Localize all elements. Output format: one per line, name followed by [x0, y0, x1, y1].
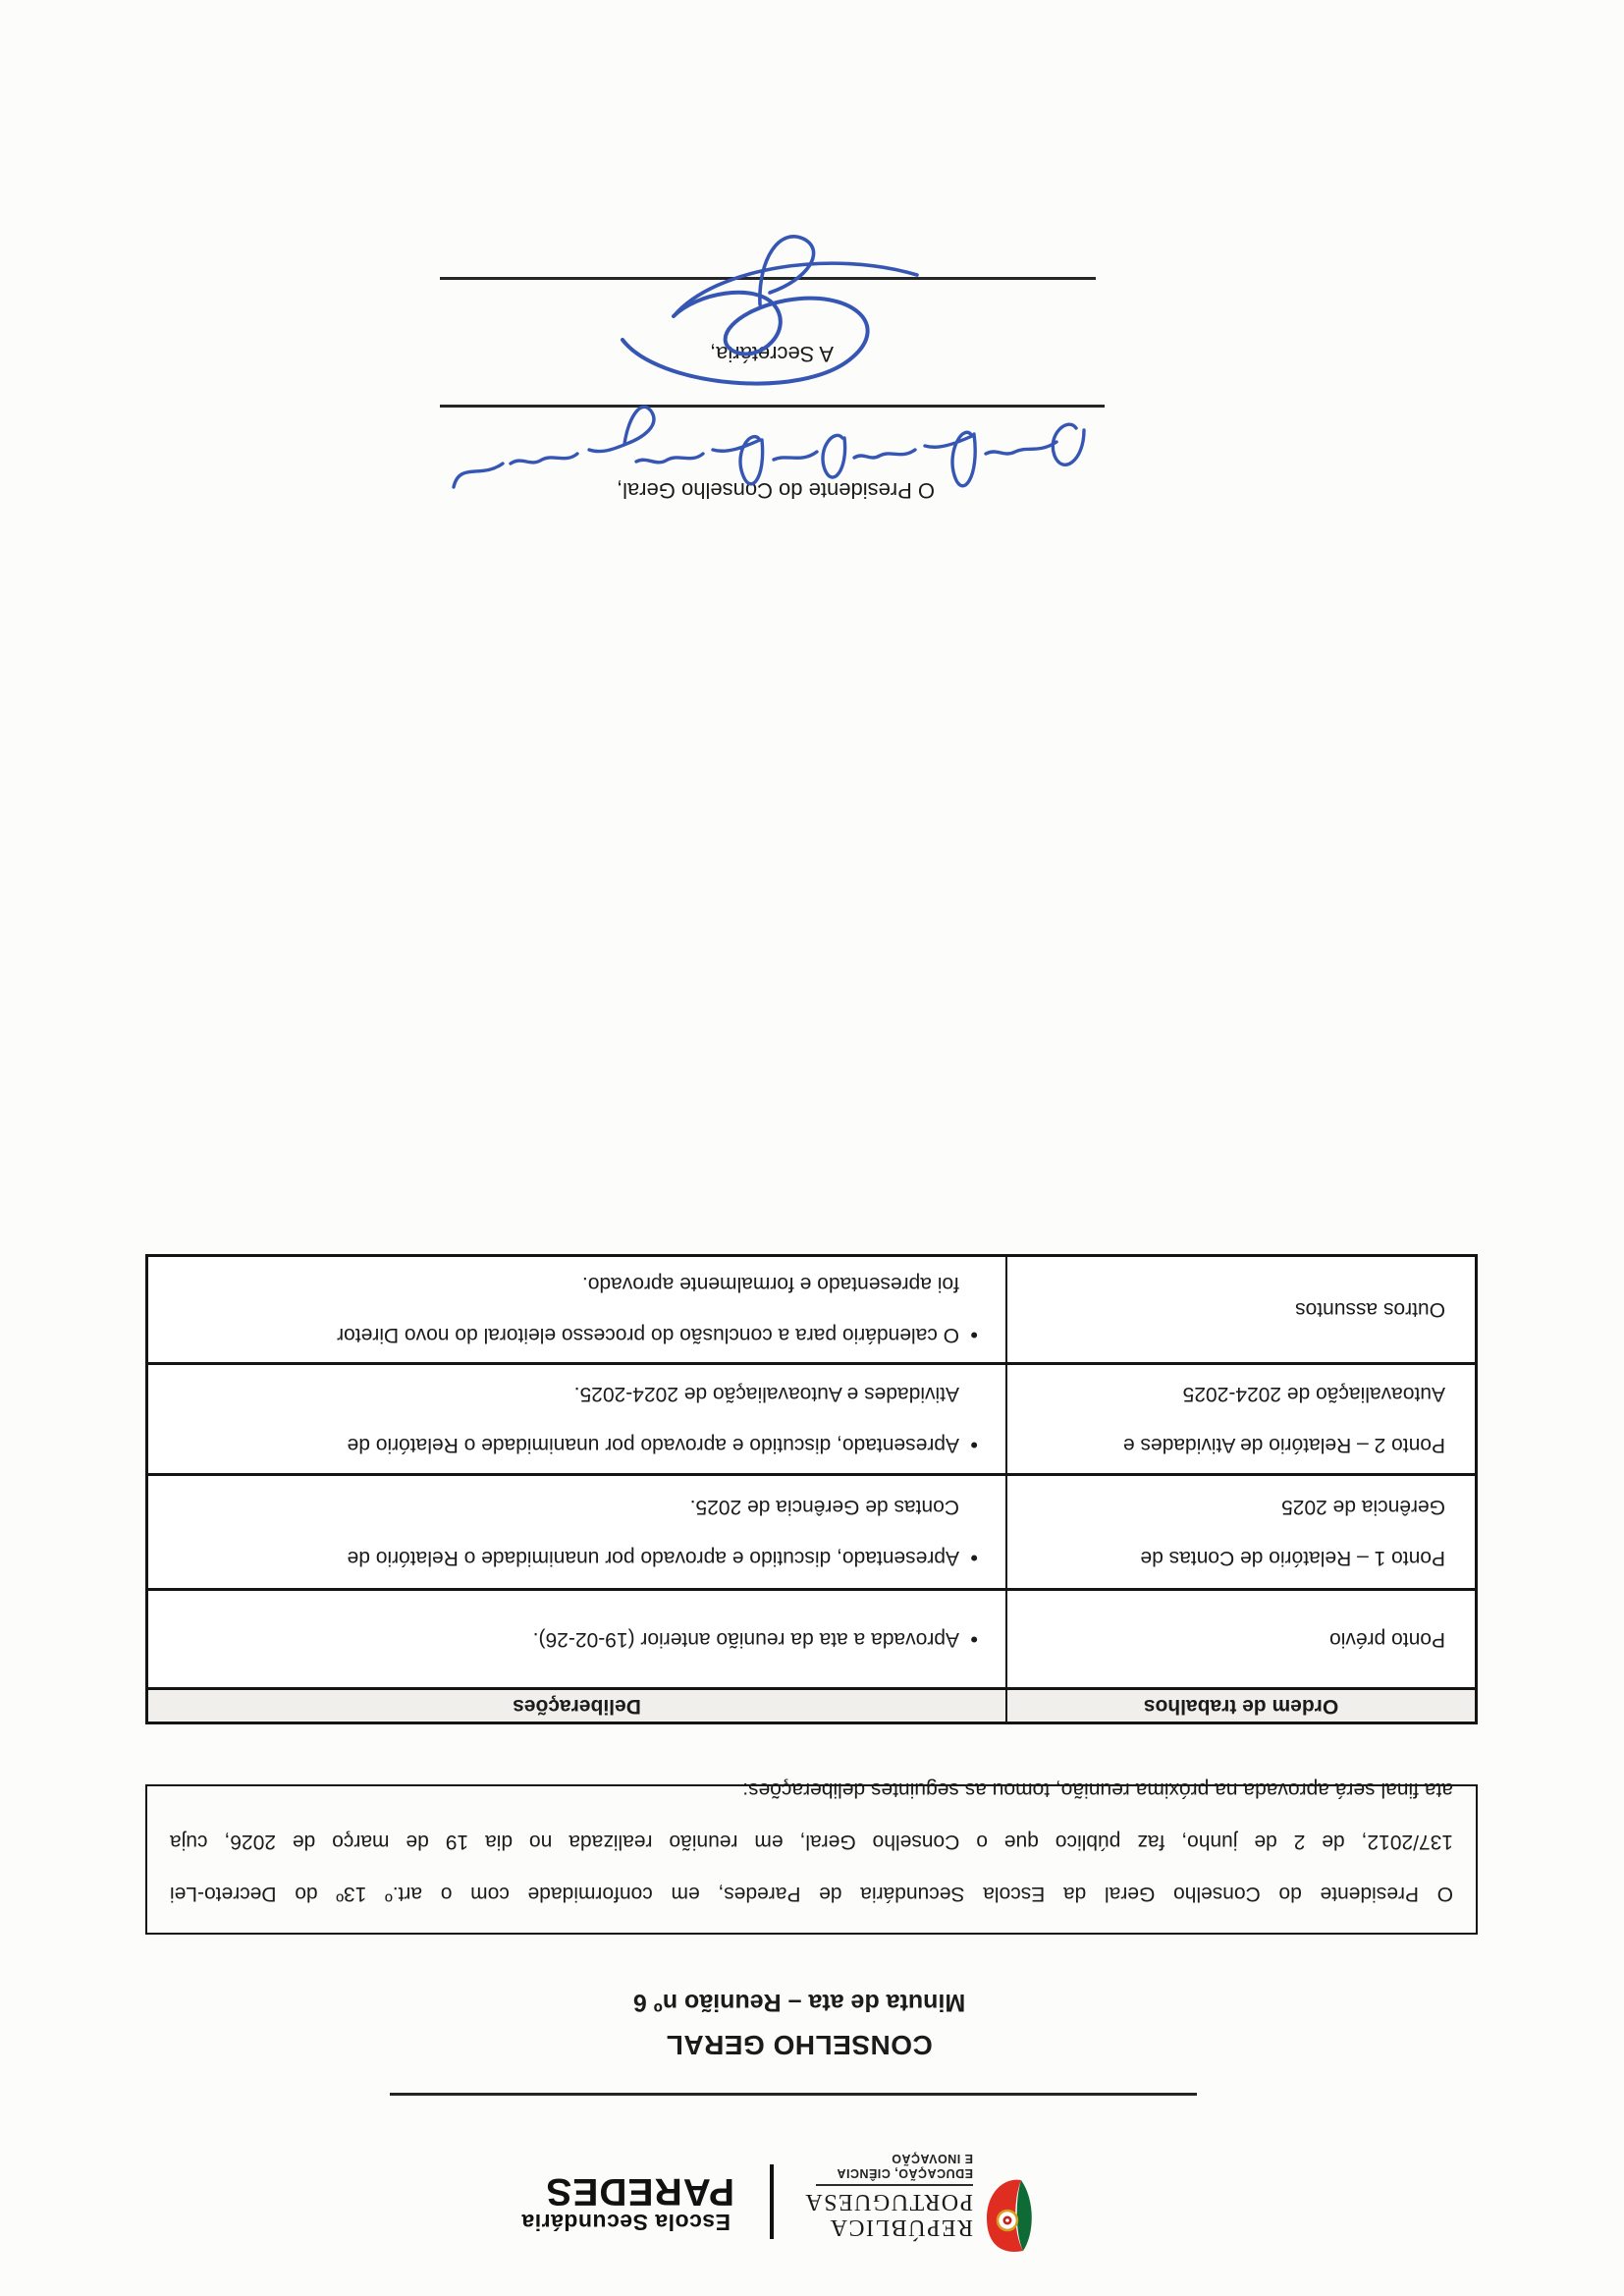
school-name-big: PAREDES	[545, 2170, 734, 2213]
table-row	[148, 1476, 1475, 1591]
secretary-signature	[556, 206, 1007, 403]
intro-line-2: 137/2012, de 2 de junho, faz público que o Conselho Geral, em reunião realizada no dia 19 de março de 2026, cuja	[170, 1831, 1453, 1853]
header-rule	[390, 2093, 1197, 2096]
republica-name-line2: PORTUGUESA	[803, 2189, 973, 2214]
intro-paragraph-box	[145, 1778, 1478, 1935]
logo-separator	[770, 2164, 774, 2239]
table-header-row	[148, 1690, 1475, 1722]
document-title: CONSELHO GERAL	[666, 2030, 933, 2060]
gov-dept-line1: EDUCAÇÃO, CIÊNCIA	[836, 2166, 973, 2180]
topic-text: Gerência de 2025	[1281, 1496, 1445, 1518]
secretary-label: A Secretária,	[710, 342, 834, 366]
table-row	[148, 1365, 1475, 1476]
topic-text: Ponto prévio	[1329, 1628, 1445, 1651]
deliberation-text: O calendário para a conclusão do processo eleitoral do novo Diretor	[337, 1324, 959, 1347]
deliberation-text: Atividades e Autoavaliação de 2024-2025.	[573, 1383, 959, 1405]
president-label: O Presidente do Conselho Geral,	[616, 478, 936, 503]
deliberation-text: Aprovada a ata da reunião anterior (19-02-26).	[532, 1628, 959, 1651]
bullet-icon: •	[970, 1546, 978, 1570]
bullet-icon: •	[970, 1323, 978, 1348]
table-row	[148, 1257, 1475, 1365]
header-deliberacoes: Deliberações	[513, 1695, 641, 1718]
gov-logo-rule	[816, 2184, 973, 2186]
header-ordem-de-trabalhos: Ordem de trabalhos	[1005, 1690, 1475, 1722]
topic-text: Outros assuntos	[1295, 1298, 1445, 1322]
bullet-icon: •	[970, 1433, 978, 1457]
deliberation-text: Contas de Gerência de 2025.	[689, 1496, 959, 1518]
deliberation-text: Apresentado, discutido e aprovado por unanimidade o Relatório de	[347, 1547, 959, 1569]
republica-name-line1: REPÚBLICA	[829, 2214, 973, 2240]
portugal-flag-icon	[986, 2176, 1034, 2255]
topic-text: Ponto 2 – Relatório de Atividades e	[1122, 1434, 1445, 1456]
intro-line-1: O Presidente do Conselho Geral da Escola Secundária de Paredes, em conformidade com o art.º 13º do Decreto-Lei	[170, 1883, 1453, 1905]
deliberation-text: Apresentado, discutido e aprovado por unanimidade o Relatório de	[347, 1434, 959, 1456]
deliberations-table	[145, 1254, 1478, 1724]
deliberation-text: foi apresentado e formalmente aprovado.	[581, 1273, 959, 1296]
topic-text: Ponto 1 – Relatório de Contas de	[1140, 1547, 1445, 1569]
bullet-icon: •	[970, 1627, 978, 1652]
president-signature	[436, 385, 1113, 532]
intro-line-3: ata final será aprovada na próxima reunião, tomou as seguintes deliberações:	[742, 1778, 1453, 1801]
document-subtitle: Minuta de ata – Reunião nº 6	[632, 1989, 966, 2016]
gov-dept-line2: E INOVAÇÃO	[891, 2152, 973, 2165]
school-name-small: Escola Secundária	[520, 2210, 731, 2235]
table-row	[148, 1591, 1475, 1690]
topic-text: Autoavaliação de 2024-2025	[1182, 1383, 1445, 1405]
